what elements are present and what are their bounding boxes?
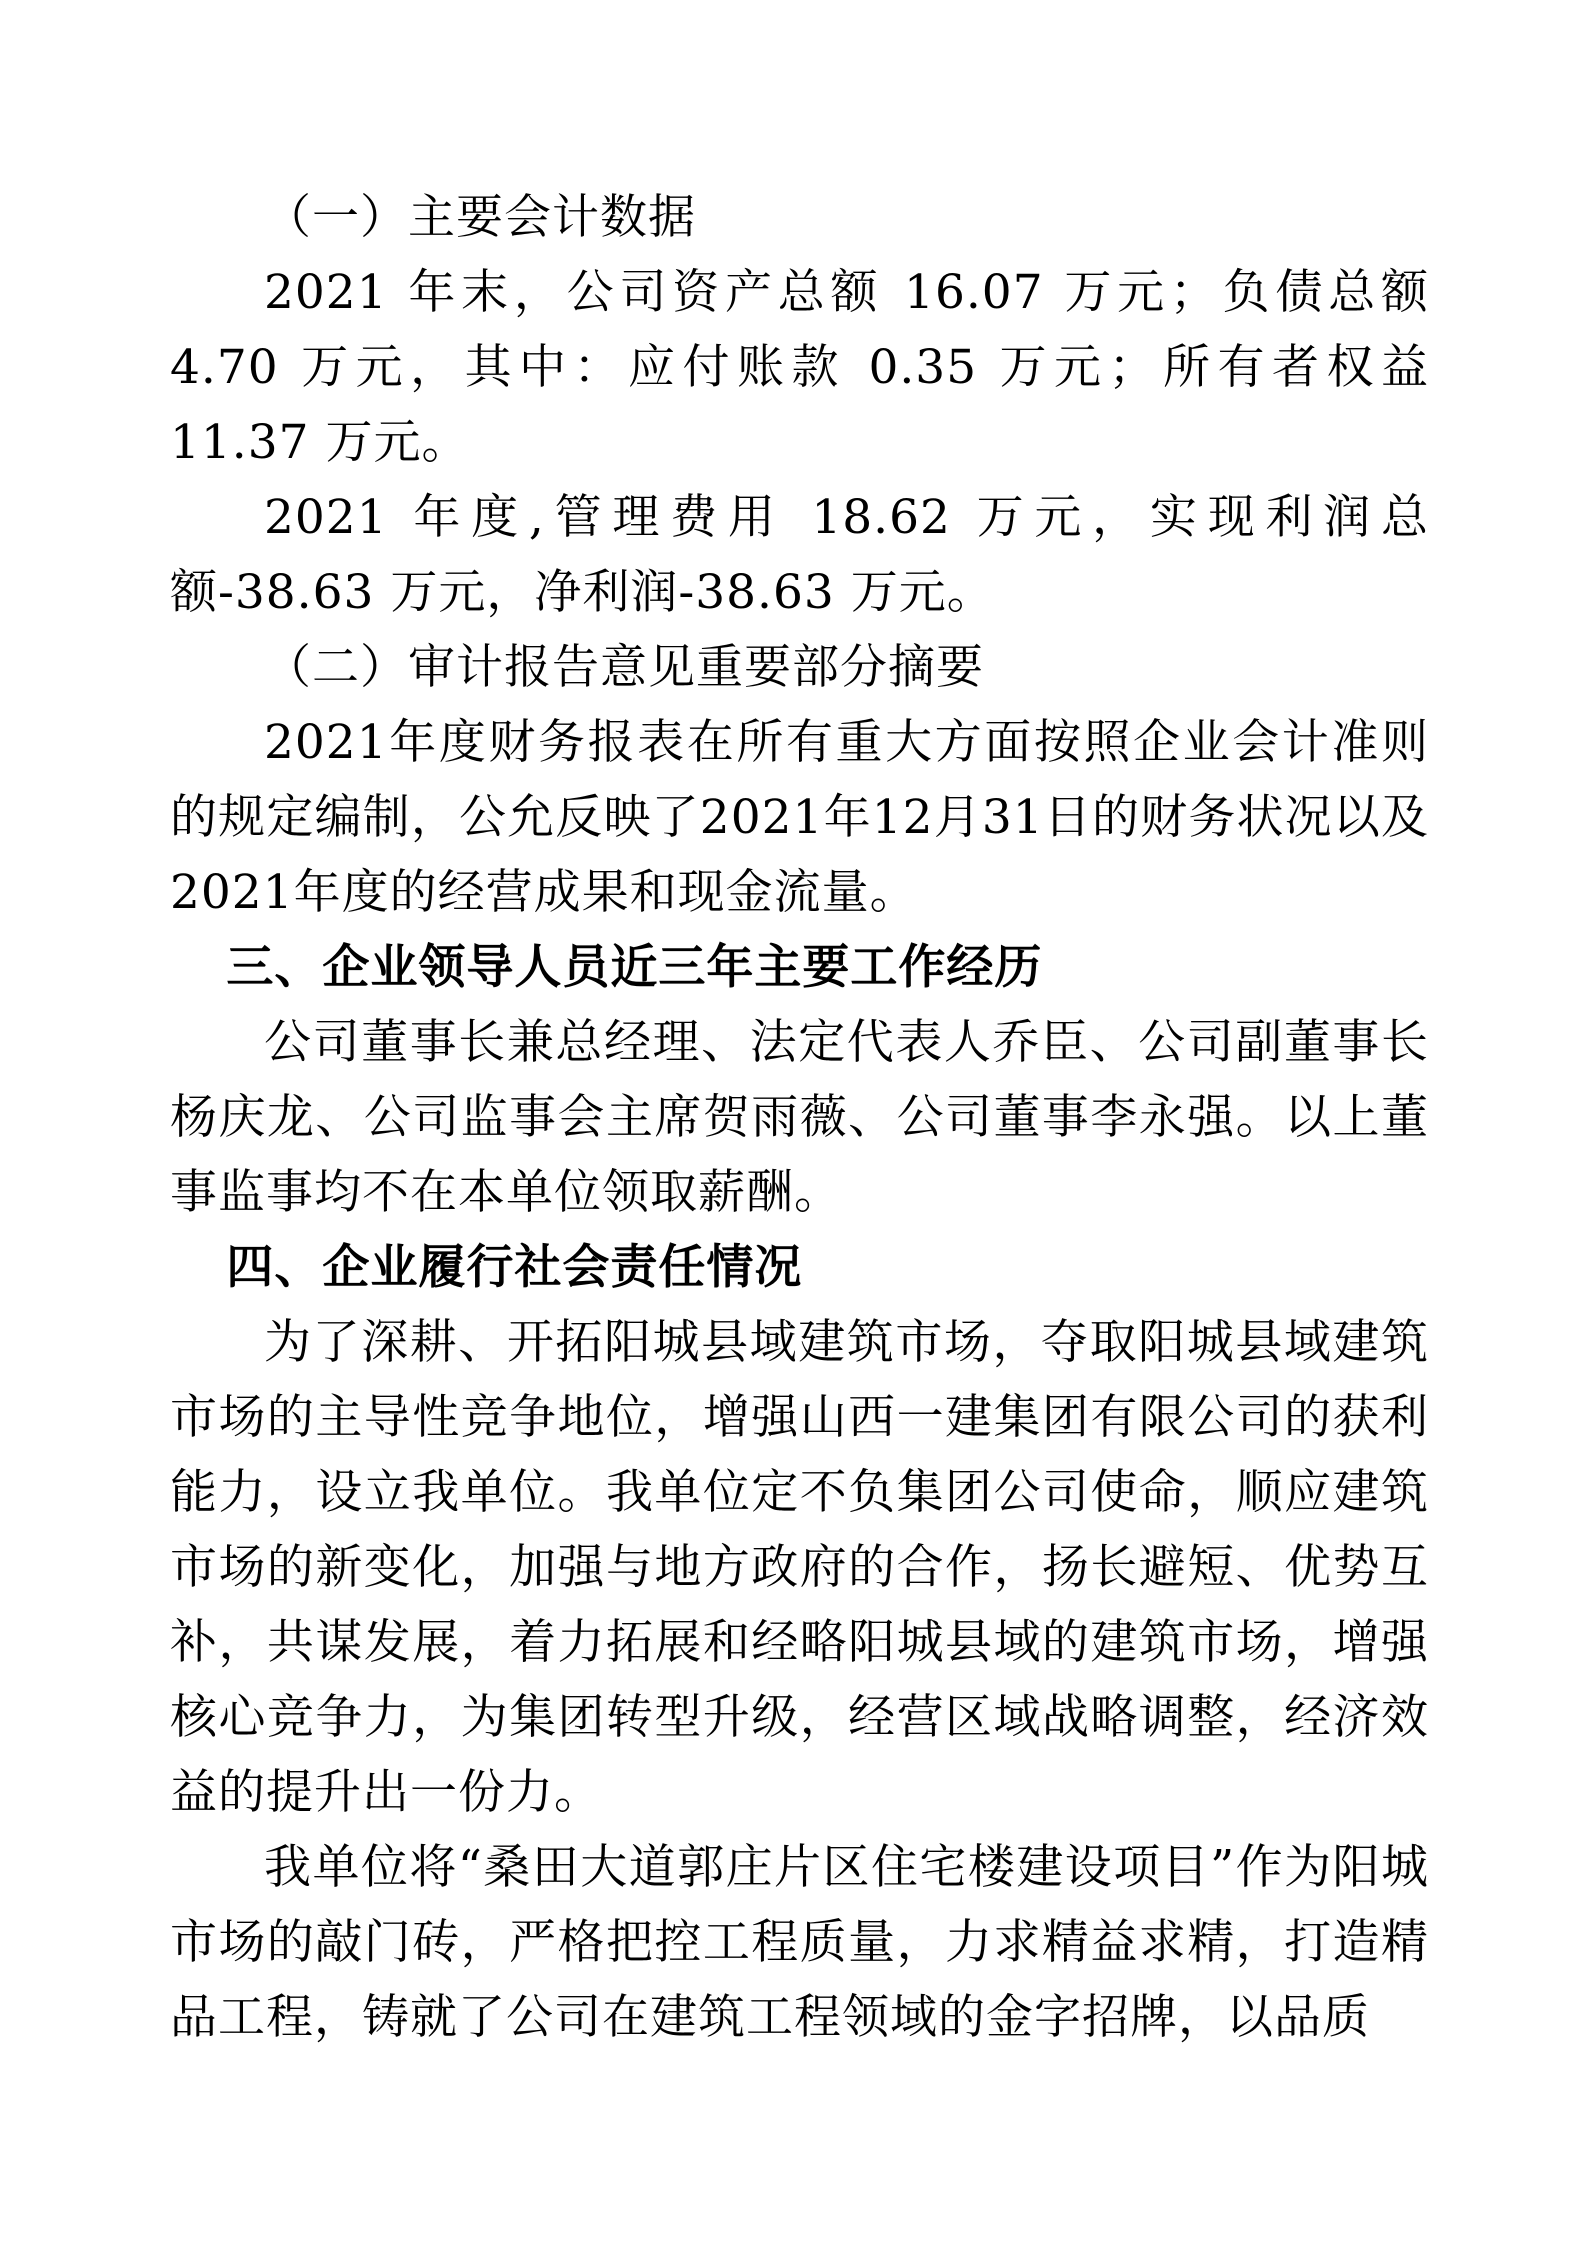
paragraph-audit-opinion: 2021年度财务报表在所有重大方面按照企业会计准则的规定编制，公允反映了2021年12月31日的财务状况以及2021年度的经营成果和现金流量。 (170, 715, 1429, 920)
paragraph-market-strategy: 为了深耕、开拓阳城县域建筑市场，夺取阳城县域建筑市场的主导性竞争地位，增强山西一建集团有限公司的获利能力，设立我单位。我单位定不负集团公司使命，顺应建筑市场的新变化，加强与地方政府的合作，扬长避短、优势互补，共谋发展，着力拓展和经略阳城县域的建筑市场，增强核心竞争力，为集团转型升级，经营区域战略调整，经济效益的提升出一份力。 (170, 1315, 1429, 1820)
chapter-heading-leadership-experience: 三、企业领导人员近三年主要工作经历 (226, 940, 1043, 995)
chapter-heading-social-responsibility: 四、企业履行社会责任情况 (226, 1240, 803, 1295)
document-body (170, 180, 1429, 2055)
section-heading-accounting-data: （一）主要会计数据 (264, 190, 696, 245)
paragraph-project-quality: 我单位将“桑田大道郭庄片区住宅楼建设项目”作为阳城市场的敲门砖，严格把控工程质量，力求精益求精，打造精品工程，铸就了公司在建筑工程领域的金字招牌，以品质 (170, 1840, 1429, 2045)
section-heading-audit-opinion: （二）审计报告意见重要部分摘要 (264, 640, 984, 695)
paragraph-annual-figures: 2021 年度,管理费用 18.62 万元，实现利润总额-38.63 万元，净利润-38.63 万元。 (170, 490, 1429, 620)
paragraph-leadership-list: 公司董事长兼总经理、法定代表人乔臣、公司副董事长杨庆龙、公司监事会主席贺雨薇、公司董事李永强。以上董事监事均不在本单位领取薪酬。 (170, 1015, 1429, 1220)
paragraph-year-end-figures: 2021 年末，公司资产总额 16.07 万元；负债总额 4.70 万元，其中：应付账款 0.35 万元；所有者权益 11.37 万元。 (170, 265, 1429, 470)
